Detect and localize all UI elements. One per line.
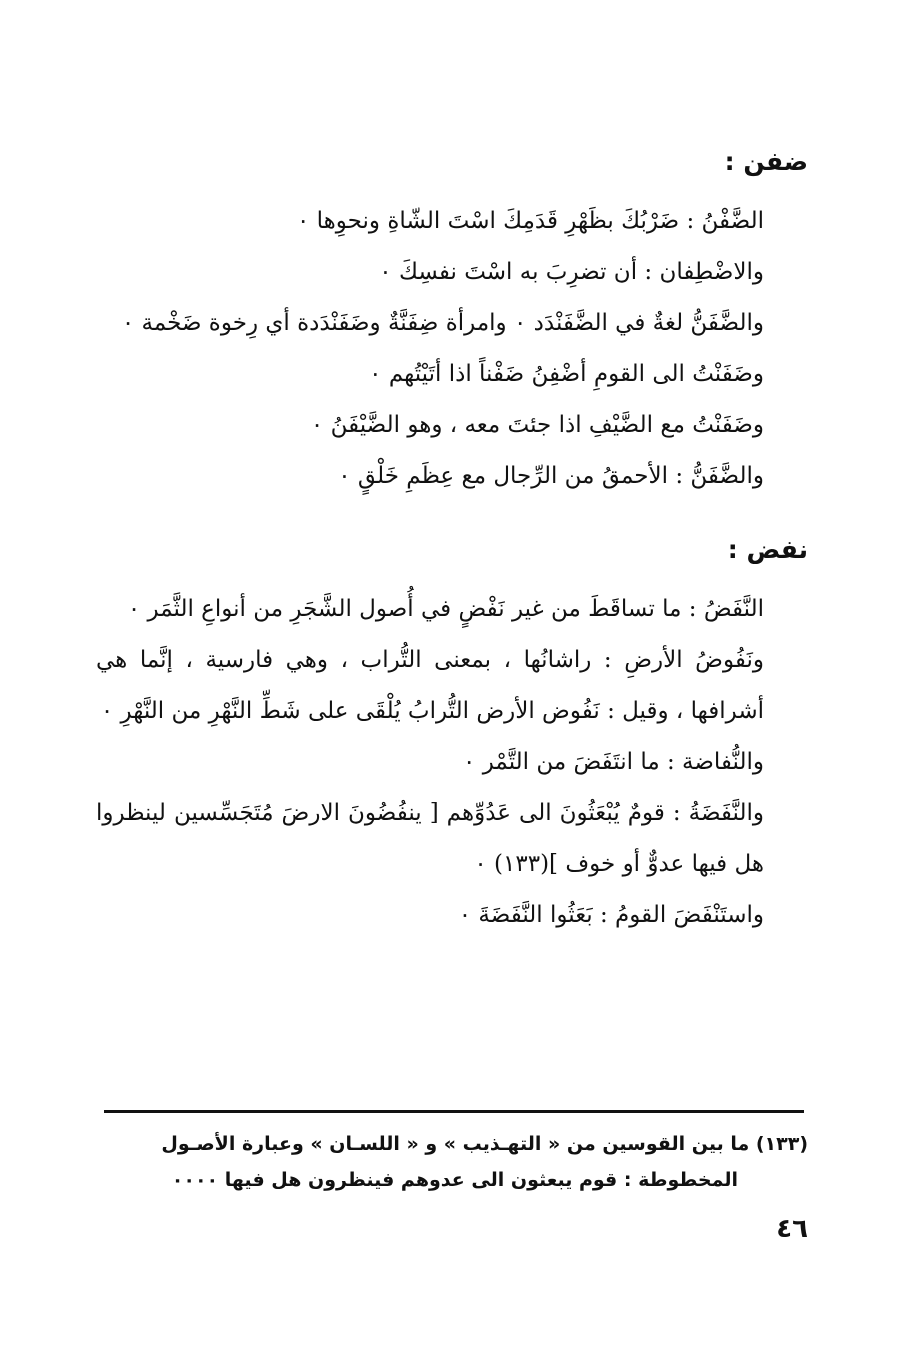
- footnote-line-2: المخطوطة : قوم يبعثون الى عدوهم فينظرون هل فيها ٠٠٠٠: [171, 1169, 738, 1191]
- entry-heading-nfd: نفض :: [727, 535, 808, 564]
- page-body: [96, 140, 808, 941]
- footnote-divider: [104, 1110, 804, 1113]
- entry-paragraph: واستَنْفَضَ القومُ : بَعَثُوا النَّفَضَةَ ٠: [458, 902, 764, 928]
- page-number: ٤٦: [776, 1214, 808, 1244]
- entry-paragraph: والنُّفاضة : ما انتَفَضَ من التَّمْر ٠: [463, 749, 764, 775]
- footnote: [104, 1126, 808, 1198]
- entry-paragraph: وضَفَنْتُ مع الضَّيْفِ اذا جئتَ معه ، وهو الضَّيْفَنُ ٠: [310, 412, 764, 438]
- entry-paragraph: والضَّفَنُّ لغةٌ في الضَّفَنْدَد ٠ وامرأة ضِفَنَّةٌ وضَفَنْدَدة أي رِخوة ضَخْمة ٠: [121, 310, 764, 336]
- entry-paragraph: والنَّفَضَةُ : قومٌ يُبْعَثُونَ الى عَدُوِّهم [ ينفُضُونَ الارضَ مُتَجَسِّسين لينظروا هل فيها عدوٌّ أو خوف ](١٣٣) ٠: [96, 800, 764, 877]
- entry-paragraph: النَّفَضُ : ما تساقَطَ من غير نَفْضٍ في أُصول الشَّجَرِ من أنواعِ الثَّمَر ٠: [127, 596, 764, 622]
- entry-paragraph: الضَّفْنُ : ضَرْبُكَ بظَهْرِ قَدَمِكَ اسْتَ الشّاةِ ونحوِها ٠: [296, 208, 764, 234]
- entry-heading-dfn: ضفن :: [724, 147, 808, 176]
- entry-paragraph: والضَّفَنُّ : الأحمقُ من الرِّجال مع عِظَمِ خَلْقٍ ٠: [338, 463, 764, 489]
- entry-paragraph: والاضْطِفان : أن تضرِبَ به اسْتَ نفسِكَ ٠: [379, 259, 764, 285]
- entry-paragraph: ونَفُوضُ الأرضِ : راشانُها ، بمعنى التُّراب ، وهي فارسية ، إنَّما هي أشرافها ، وقيل : نَفُوض الأرض التُّرابُ يُلْقَى على شَطِّ النَّهْرِ من النَّهْرِ ٠: [96, 647, 764, 724]
- footnote-line-1: (١٣٣) ما بين القوسين من « التهـذيب » و « اللسـان » وعبارة الأصـول: [161, 1133, 808, 1155]
- entry-paragraph: وضَفَنْتُ الى القومِ أضْفِنُ ضَفْناً اذا أتَيْتُهم ٠: [369, 361, 764, 387]
